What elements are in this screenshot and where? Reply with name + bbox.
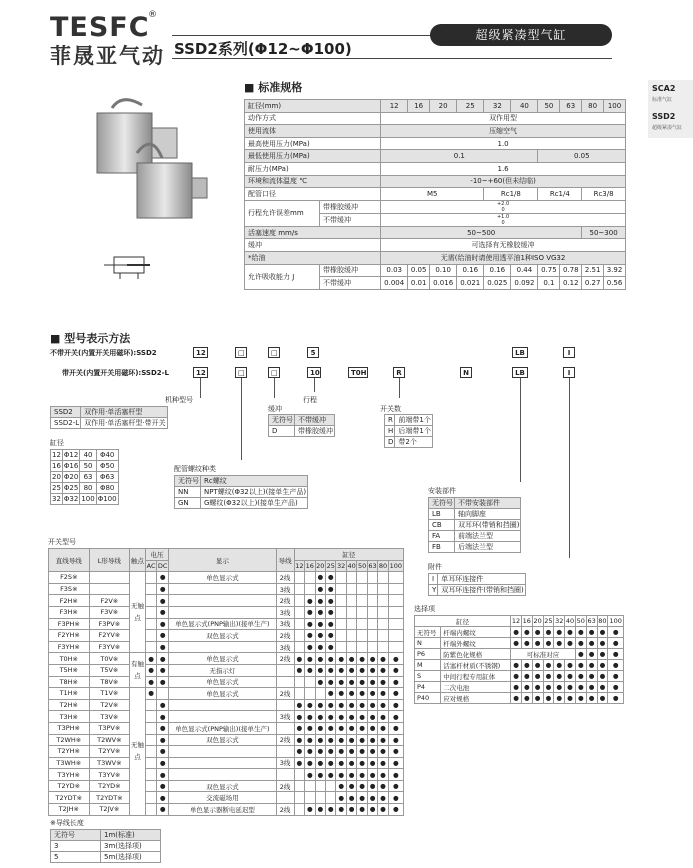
bore-col-12: 12	[295, 561, 304, 570]
hdr-wire: 导线	[276, 549, 294, 572]
switch-row: T3H※ T3V※ ● 3线 ● ● ● ● ● ● ● ● ● ●	[49, 711, 404, 723]
sidebar-item-ssd2-sub: 超级紧凑气缸	[652, 125, 683, 131]
code2-option: N	[460, 367, 472, 378]
opt-bore-col-50: 50	[576, 617, 585, 625]
switch-row: F2S※ 无触点 ● 单色显示式 2线 ● ●	[49, 572, 404, 584]
switch-row: F3H※ F3V※ ● 3线 ● ● ●	[49, 606, 404, 618]
switch-row: T1H※ T1V※ 无触点 ● 单色显示式 2线 ● ● ● ● ● ● ●	[49, 688, 404, 700]
registered-mark: ®	[148, 10, 157, 20]
code1-cushion: □	[268, 347, 280, 358]
code1-mounting: LB	[512, 347, 528, 358]
switch-row: F3PH※ F3PV※ ● 单色显示式(PNP输出)(接单生产) 3线 ● ● ●	[49, 618, 404, 630]
bore-col-80: 80	[378, 561, 388, 570]
code2-thread: □	[235, 367, 247, 378]
bore-col-100: 100	[389, 561, 403, 570]
bore-col-63: 63	[368, 561, 377, 570]
bore-col-16: 16	[305, 561, 314, 570]
hdr-straight: 直线导线	[49, 549, 90, 572]
sidebar-item-ssd2[interactable]: SSD2	[652, 112, 676, 121]
switch-row: T2YD※ T2YD※ ● 双色显示式 2线 ● ● ● ● ● ●	[49, 780, 404, 792]
opt-bore-col-63: 63	[587, 617, 596, 625]
option-row: S 中间行程专用缸体 ● ● ● ● ● ● ● ● ● ●	[415, 671, 624, 682]
opt-bore-col-25: 25	[544, 617, 553, 625]
connector-bore	[200, 378, 201, 398]
hdr-voltage: 电压	[145, 549, 168, 561]
mounting-title: 安装部件	[428, 487, 456, 495]
switch-row: F3S※ ● 3线 ● ●	[49, 583, 404, 595]
thread-table: 无符号 Rc螺纹 NN NPT螺纹(Φ32以上)(接单生产品) GN G螺纹(Φ32以上)(接单生产品)	[174, 475, 308, 509]
switch-model-table: 直线导线 L形导线 触点 电压 显示 导线 缸径 AC DC 12 16 20 25 32 40 50 63 80 100 F2S※ 无触点 ● 单色显示式 2线 ● ● F3S※ ● 3线 ● ● F2H※ F2V※ ● 2线 ● ● ● F3H※ F3V※ ● 3线 ● ● ● F3PH※ F3PV※ ● 单色显示式(PNP输出)(接单生产) 3线 ● ● ● F2YH※ F2YV※ ● 双色显示式 2线 ● ● ● F3YH※ F3YV※ ● 3线 ● ● ● T0H※ T0V※ 有触点 ● ● 单色显示式 2线 ● ● ● ● ● ● ● ● ● ● T5H※ T5V※ ● ● 无指示灯 ● ● ● ● ● ● ● ● ● ● T8H※ T8V※ ● ● 单色显示式 ● ● ● ● ● ● ● ● T1H※ T1V※ 无触点 ● 单色显示式 2线 ● ● ● ● ● ● ● T2H※ T2V※ ● ● ● ● ● ● ● ● ● ● ● T3H※ T3V※ ● 3线 ● ● ● ● ● ● ● ● ● ● T3PH※ T3PV※ ● 单色显示式(PNP输出)(接单生产) ● ● ● ● ● ● ● ● ● ● T2WH※ T2WV※ ● 双色显示式 2线 ● ● ● ● ● ● ● ● ● ● T2YH※ T2YV※ ● ● ● ● ● ● ● ● ● ● ● T3WH※ T3WV※ ● 3线 ● ● ● ● ● ● ● ● ● ● T3YH※ T3YV※ ● ● ● ● ● ● ● ● ● ● T2YD※ T2YD※ ● 双色显示式 2线 ● ● ● ● ● ● T2YDT※ T2YDT※ ● 交流磁场用 ● ● ● ● ● ● T2JH※ T2JV※ ● 单色显示器断电延迟型 2线 ● ● ● ● ● ● ● ● ●	[48, 548, 404, 816]
switch-row: T0H※ T0V※ 有触点 ● ● 单色显示式 2线 ● ● ● ● ● ● ● ● ● ●	[49, 653, 404, 665]
option-row: P6 防紫色化规格 可标准对应 ● ● ● ●	[415, 649, 624, 660]
sidebar-item-sca2[interactable]: SCA2	[652, 84, 676, 93]
code2-switch-count: R	[393, 367, 405, 378]
machine-type-title: 机种型号	[165, 396, 193, 404]
switch-row: T3PH※ T3PV※ ● 单色显示式(PNP输出)(接单生产) ● ● ● ● ● ● ● ● ● ●	[49, 722, 404, 734]
lead-length-table: 无符号 1m(标准) 3 3m(选择项) 5 5m(选择项)	[50, 829, 161, 863]
code2-cushion: □	[268, 367, 280, 378]
bore-title: 缸径	[50, 439, 64, 447]
bore-col-25: 25	[326, 561, 335, 570]
opt-bore-col-20: 20	[533, 617, 542, 625]
spec-bore-label: 缸径(mm)	[245, 100, 381, 113]
bore-col-20: 20	[316, 561, 325, 570]
cushion-title: 缓冲	[268, 405, 282, 413]
switch-row: T2YDT※ T2YDT※ ● 交流磁场用 ● ● ● ● ● ●	[49, 792, 404, 804]
code2-stroke: 10	[307, 367, 321, 378]
hdr-contact: 触点	[130, 549, 146, 572]
code2-switch: T0H	[348, 367, 368, 378]
options-table: 缸径 12 16 20 25 32 40 50 63 80 100 无符号 杆端内螺纹 ● ● ● ● ● ● ● ● ● ● N 杆端外螺纹 ● ● ● ● ● ● ● ● ● ● P6 防紫色化规格 可标准对应 ● ● ● ● M 活塞杆材质(不锈钢) ● ● ● ● ● ● ● ● ● ● S 中间行程专用缸体 ● ● ● ● ● ● ● ● ● ● P4 二次电池 ● ● ● ● ● ● ● ● ● ● P40 应对规格 ● ● ● ● ● ● ● ● ● ●	[414, 615, 624, 704]
switch-row: T5H※ T5V※ ● ● 无指示灯 ● ● ● ● ● ● ● ● ● ●	[49, 664, 404, 676]
brand-logo-cn: 菲晟亚气动	[50, 44, 165, 68]
switch-row: F3YH※ F3YV※ ● 3线 ● ● ●	[49, 641, 404, 653]
code1-thread: □	[235, 347, 247, 358]
code2-mounting: LB	[512, 367, 528, 378]
spec-section-title: ■ 标准规格	[244, 81, 303, 94]
bore-col-50: 50	[357, 561, 367, 570]
switch-row: T2H※ T2V※ ● ● ● ● ● ● ● ● ● ● ●	[49, 699, 404, 711]
opt-bore-col-16: 16	[522, 617, 531, 625]
series-title: SSD2系列(Φ12~Φ100)	[174, 40, 352, 58]
model-line1-label: 不带开关(内置开关用磁环):SSD2	[50, 349, 157, 357]
bore-table: 12 Φ12 40 Φ40 16 Φ16 50 Φ50 20 Φ20 63 Φ63 25 Φ25 80 Φ80 32 Φ32 100 Φ100	[52, 451, 117, 503]
opt-bore-col-32: 32	[555, 617, 564, 625]
switch-row: T8H※ T8V※ ● ● 单色显示式 ● ● ● ● ● ● ● ●	[49, 676, 404, 688]
accessory-title: 附件	[428, 563, 442, 571]
spec-table: 缸径(mm) 12 16 20 25 32 40 50 63 80 100 动作方式 双作用型 使用流体 压缩空气 最高使用压力(MPa) 1.0 最低使用压力(MPa) 0.1 0.05 耐压力(MPa) 1.6 环境和流体温度 ℃ -10~+60(但未结临) 配管口径 M5 Rc1/8 Rc1/4 Rc3/8 行程允许误差mm 带橡胶缓冲 +2.0 0 不带缓冲 +1.0 0 活塞速度 mm/s 50~500 50~300 缓冲 可选择有无橡胶缓冲 *给油 无需(给油时请使用透平油1种ISO VG32 允许吸收能力 J 带橡胶缓冲 0.03 0.05 0.10 0.16 0.16 0.44 0.75 0.78 2.51 3.92 不带缓冲 0.004 0.01 0.016 0.021 0.025 0.092 0.1 0.12 0.27 0.56	[244, 99, 626, 290]
option-row: N 杆端外螺纹 ● ● ● ● ● ● ● ● ● ●	[415, 638, 624, 649]
model-line2-label: 带开关(内置开关用磁环):SSD2-L	[62, 369, 170, 377]
switch-row: T2JH※ T2JV※ ● 单色显示器断电延迟型 2线 ● ● ● ● ● ● ● ● ●	[49, 804, 404, 816]
hdr-bore: 缸径	[294, 549, 403, 561]
connector-switch-count	[399, 378, 400, 398]
header-rule-bottom	[172, 58, 612, 59]
option-row: M 活塞杆材质(不锈钢) ● ● ● ● ● ● ● ● ● ●	[415, 660, 624, 671]
product-type-pill: 超级紧凑型气缸	[430, 24, 612, 46]
option-row: 无符号 杆端内螺纹 ● ● ● ● ● ● ● ● ● ●	[415, 627, 624, 638]
bore-col-40: 40	[347, 561, 356, 570]
machine-type-table: SSD2 双作用·单活塞杆型 SSD2-L 双作用·单活塞杆型·带开关	[50, 406, 168, 429]
stroke-title: 行程	[303, 396, 317, 404]
code1-accessory: I	[563, 347, 575, 358]
option-row: P40 应对规格 ● ● ● ● ● ● ● ● ● ●	[415, 693, 624, 704]
switch-row: T2WH※ T2WV※ ● 双色显示式 2线 ● ● ● ● ● ● ● ● ● ●	[49, 734, 404, 746]
switch-row: F2H※ F2V※ ● 2线 ● ● ●	[49, 595, 404, 607]
switch-count-table: R 前端带1个 H 后端带1个 D 带2个	[384, 414, 433, 448]
opt-bore-col-80: 80	[598, 617, 607, 625]
connector-thread	[241, 378, 242, 460]
mounting-table: 无符号 不带安装部件 LB 轴向脚座 CB 双耳环(带销和挡圈) FA 前端法兰型 FB 后端法兰型	[428, 497, 521, 553]
lead-length-title: ※导线长度	[50, 819, 84, 827]
opt-bore-col-40: 40	[565, 617, 575, 625]
switch-row: T3WH※ T3WV※ ● 3线 ● ● ● ● ● ● ● ● ● ●	[49, 757, 404, 769]
switch-row: T3YH※ T3YV※ ● ● ● ● ● ● ● ● ● ●	[49, 769, 404, 781]
switch-row: F2YH※ F2YV※ ● 双色显示式 2线 ● ● ●	[49, 630, 404, 642]
bore-col-32: 32	[337, 561, 346, 570]
model-section-title: ■ 型号表示方法	[50, 332, 131, 345]
code1-stroke: 5	[307, 347, 319, 358]
brand-logo-en: TESFC	[50, 12, 150, 43]
switch-count-title: 开关数	[380, 405, 401, 413]
opt-bore-col-100: 100	[609, 617, 622, 625]
cylinder-product-image	[92, 93, 212, 283]
hdr-display: 显示	[169, 549, 277, 572]
cushion-table: 无符号 不带缓冲 D 带橡胶缓冲	[268, 414, 335, 437]
hdr-l: L形导线	[89, 549, 130, 572]
connector-mounting	[520, 378, 521, 482]
opt-bore-col-12: 12	[511, 617, 521, 625]
sidebar-item-sca2-sub: 标准气缸	[652, 97, 673, 103]
option-row: P4 二次电池 ● ● ● ● ● ● ● ● ● ●	[415, 682, 624, 693]
connector-accessory	[569, 378, 570, 558]
code1-bore: 12	[193, 347, 208, 358]
connector-stroke	[314, 378, 315, 392]
connector-cushion	[274, 378, 275, 398]
switch-model-title: 开关型号	[48, 538, 76, 546]
accessory-table: I 单耳环连接件 Y 双耳环连接件(带销和挡圈)	[428, 573, 526, 596]
thread-title: 配管螺纹种类	[174, 465, 216, 473]
code2-bore: 12	[193, 367, 208, 378]
switch-row: T2YH※ T2YV※ ● ● ● ● ● ● ● ● ● ● ●	[49, 746, 404, 758]
options-title: 选择项	[414, 605, 435, 613]
code2-accessory: I	[563, 367, 575, 378]
